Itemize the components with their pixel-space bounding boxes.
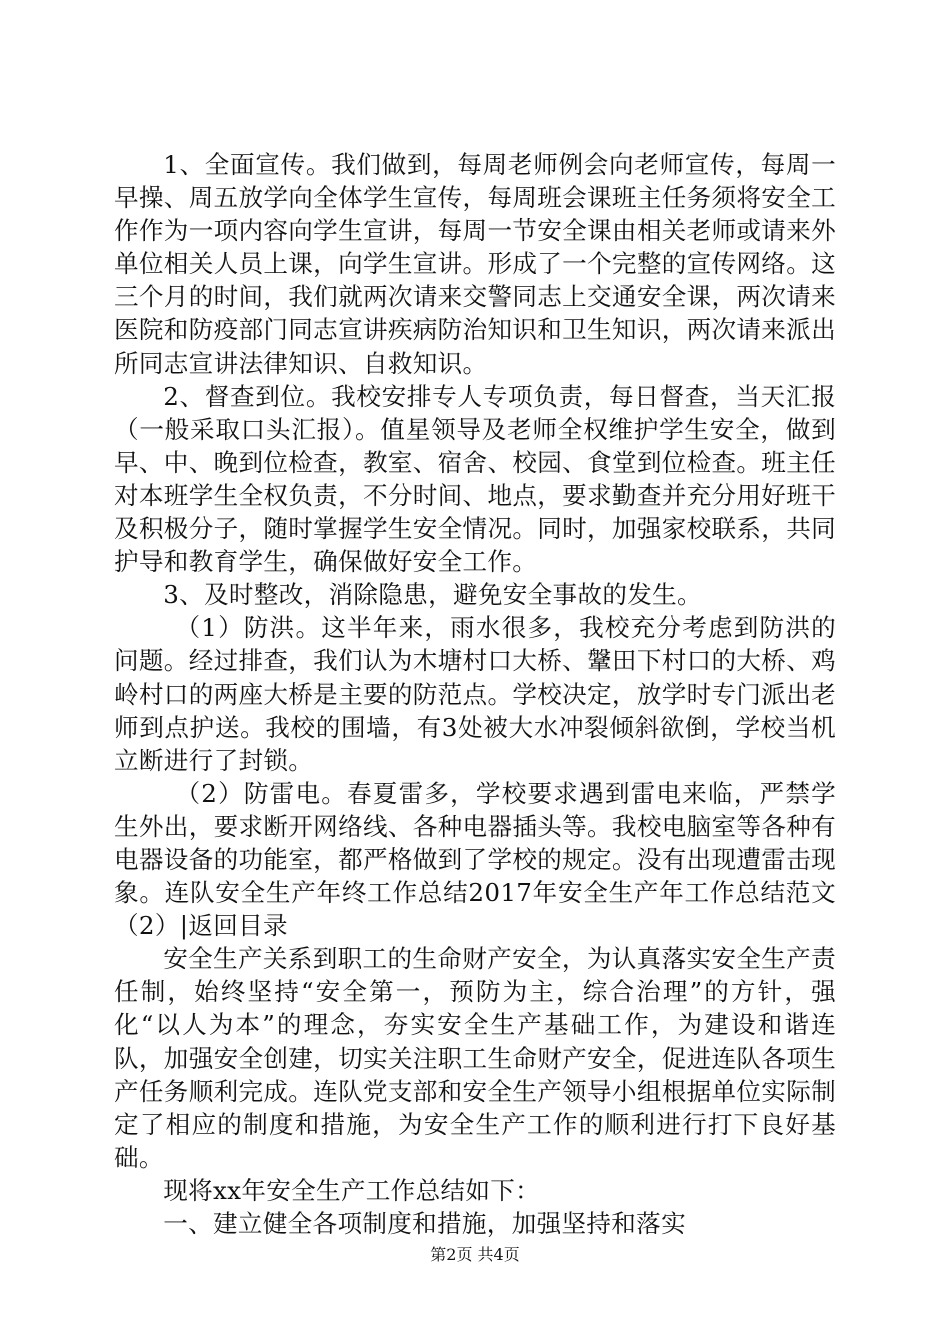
paragraph-publicity: 1、全面宣传。我们做到，每周老师例会向老师宣传，每周一早操、周五放学向全体学生宣传，每周班会课班主任务须将安全工作作为一项内容向学生宣讲，每周一节安全课由相关老师或请来外单位相关人员上课，向学生宣讲。形成了一个完整的宣传网络。这三个月的时间，我们就两次请来交警同志上交通安全课，两次请来医院和防疫部门同志宣讲疾病防治知识和卫生知识，两次请来派出所同志宣讲法律知识、自救知识。 [114, 150, 836, 378]
paragraph-supervision: 2、督查到位。我校安排专人专项负责，每日督查，当天汇报（一般采取口头汇报）。值星领导及老师全权维护学生安全，做到早、中、晚到位检查，教室、宿舍、校园、食堂到位检查。班主任对本班学生全权负责，不分时间、地点，要求勤查并充分用好班干及积极分子，随时掌握学生安全情况。同时，加强家校联系，共同护导和教育学生，确保做好安全工作。 [114, 381, 836, 577]
paragraph-safety-production: 安全生产关系到职工的生命财产安全，为认真落实安全生产责任制，始终坚持“安全第一，预防为主，综合治理”的方针，强化“以人为本”的理念，夯实安全生产基础工作，为建设和谐连队，加强安全创建，切实关注职工生命财产安全，促进连队各项生产任务顺利完成。连队党支部和安全生产领导小组根据单位实际制定了相应的制度和措施，为安全生产工作的顺利进行打下良好基础。 [114, 944, 836, 1172]
paragraph-rectification: 3、及时整改，消除隐患，避免安全事故的发生。 [163, 580, 702, 610]
page-number: 第2页 共4页 [430, 1245, 520, 1264]
paragraph-lightning-prevention: （2）防雷电。春夏雷多，学校要求遇到雷电来临，严禁学生外出，要求断开网络线、各种电器插头等。我校电脑室等各种有电器设备的功能室，都严格做到了学校的规定。没有出现遭雷击现象。连队安全生产年终工作总结2017年安全生产年工作总结范文（2）|返回目录 [114, 778, 836, 941]
paragraph-flood-prevention: （1）防洪。这半年来，雨水很多，我校充分考虑到防洪的问题。经过排查，我们认为木塘村口大桥、鞶田下村口的大桥、鸡岭村口的两座大桥是主要的防范点。学校决定，放学时专门派出老师到点护送。我校的围墙，有3处被大水冲裂倾斜欲倒，学校当机立断进行了封锁。 [114, 613, 836, 775]
paragraph-summary-intro: 现将xx年安全生产工作总结如下： [163, 1175, 541, 1205]
section-heading-1: 一、建立健全各项制度和措施，加强坚持和落实 [163, 1209, 686, 1238]
document-body [114, 148, 836, 1240]
